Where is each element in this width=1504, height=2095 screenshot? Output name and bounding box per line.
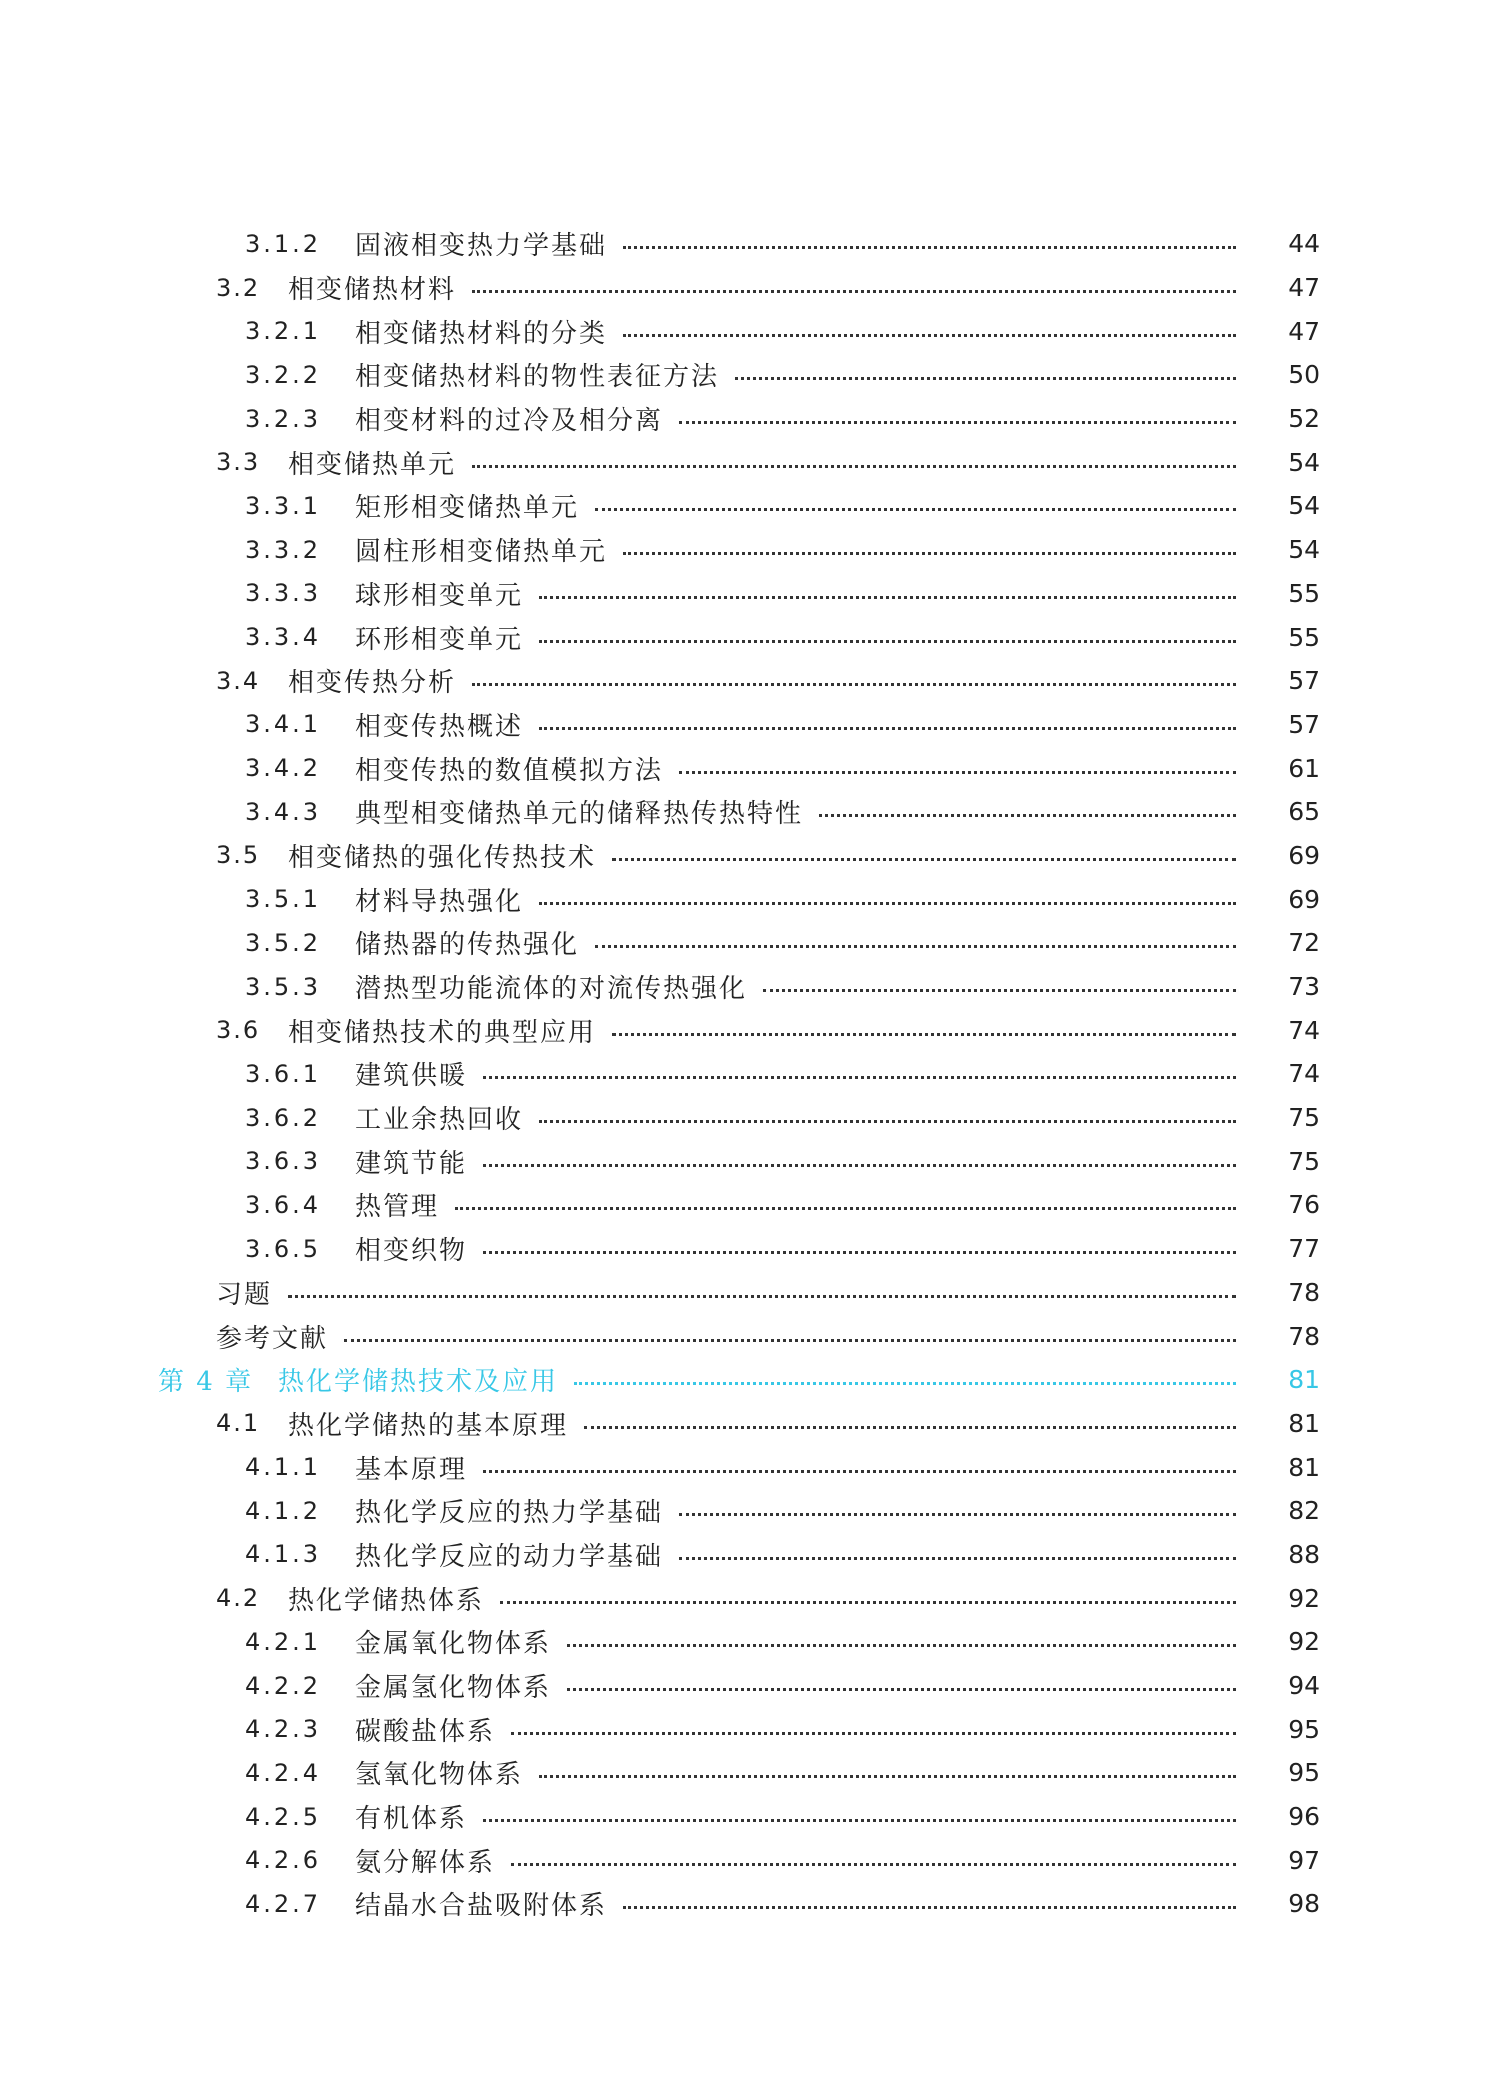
dot-leader [483, 1470, 1236, 1473]
toc-subsection-entry[interactable] [0, 1707, 1504, 1751]
toc-entry-page-number: 82 [1288, 1496, 1320, 1526]
toc-entry-number: 3.3.1 [245, 491, 322, 520]
toc-subsection-entry[interactable] [0, 615, 1504, 659]
toc-entry-number: 4.2.1 [245, 1627, 322, 1656]
dot-leader [679, 1513, 1236, 1516]
toc-entry-number: 3.3.3 [245, 579, 322, 608]
dot-leader [539, 1120, 1236, 1123]
toc-entry-page-number: 74 [1288, 1015, 1320, 1045]
toc-subsection-entry[interactable] [0, 572, 1504, 616]
toc-subsection-entry[interactable] [0, 1489, 1504, 1533]
dot-leader [500, 1601, 1236, 1604]
dot-leader [539, 640, 1236, 643]
dot-leader [539, 1775, 1236, 1778]
toc-entry-page-number: 55 [1288, 578, 1320, 608]
toc-entry-number: 3.6.2 [245, 1103, 322, 1132]
toc-entry-title: 典型相变储热单元的储释热传热特性 [355, 799, 804, 830]
toc-subsection-entry[interactable] [0, 877, 1504, 921]
toc-entry-number: 4.1 [216, 1409, 261, 1438]
dot-leader [679, 1557, 1236, 1560]
toc-chapter-entry[interactable] [0, 1358, 1504, 1402]
toc-entry-page-number: 57 [1288, 709, 1320, 739]
toc-entry-page-number: 54 [1288, 447, 1320, 477]
toc-entry-number: 3.2 [216, 273, 261, 302]
toc-entry-title: 固液相变热力学基础 [355, 231, 608, 262]
toc-entry-page-number: 69 [1288, 840, 1320, 870]
toc-subsection-entry[interactable] [0, 1183, 1504, 1227]
toc-entry-number: 3.5.1 [245, 885, 322, 914]
dot-leader [819, 814, 1236, 817]
toc-subsection-entry[interactable] [0, 1052, 1504, 1096]
toc-subsection-entry[interactable] [0, 1227, 1504, 1271]
toc-entry-title: 热化学反应的热力学基础 [355, 1498, 664, 1529]
toc-entry-title: 热管理 [355, 1192, 440, 1223]
toc-entry-page-number: 50 [1288, 360, 1320, 390]
toc-entry-title: 相变储热材料的分类 [355, 318, 608, 349]
dot-leader [623, 334, 1236, 337]
dot-leader [483, 1251, 1236, 1254]
toc-subsection-entry[interactable] [0, 1445, 1504, 1489]
toc-entry-title: 建筑节能 [355, 1148, 468, 1179]
toc-entry-number: 3.5 [216, 841, 261, 870]
toc-entry-title: 相变材料的过冷及相分离 [355, 406, 664, 437]
toc-entry-title: 相变传热的数值模拟方法 [355, 755, 664, 786]
toc-entry-number: 3.2.2 [245, 360, 322, 389]
toc-entry-page-number: 95 [1288, 1714, 1320, 1744]
toc-entry-title: 球形相变单元 [355, 580, 524, 611]
toc-entry-title: 热化学储热技术及应用 [278, 1367, 559, 1398]
toc-entry-page-number: 55 [1288, 622, 1320, 652]
toc-entry-page-number: 88 [1288, 1539, 1320, 1569]
toc-subsection-entry[interactable] [0, 1838, 1504, 1882]
toc-entry-page-number: 95 [1288, 1758, 1320, 1788]
toc-subsection-entry[interactable] [0, 528, 1504, 572]
toc-entry-number: 3.4.1 [245, 710, 322, 739]
toc-section-entry[interactable] [0, 834, 1504, 878]
toc-entry-number: 4.2.6 [245, 1846, 322, 1875]
toc-entry-title: 热化学储热体系 [288, 1585, 485, 1616]
dot-leader [623, 552, 1236, 555]
toc-section-entry[interactable] [0, 659, 1504, 703]
toc-entry-title: 材料导热强化 [355, 886, 524, 917]
dot-leader [595, 508, 1236, 511]
toc-entry-page-number: 54 [1288, 491, 1320, 521]
toc-entry-title: 金属氧化物体系 [355, 1629, 552, 1660]
toc-entry-page-number: 92 [1288, 1627, 1320, 1657]
toc-section-entry[interactable] [0, 1008, 1504, 1052]
toc-entry-title: 金属氢化物体系 [355, 1673, 552, 1704]
toc-entry-title: 圆柱形相变储热单元 [355, 537, 608, 568]
toc-entry-number: 4.2.5 [245, 1802, 322, 1831]
toc-entry-title: 氢氧化物体系 [355, 1760, 524, 1791]
toc-entry-title: 氨分解体系 [355, 1847, 496, 1878]
toc-entry-number: 4.1.3 [245, 1540, 322, 1569]
toc-entry-number: 3.5.2 [245, 928, 322, 957]
toc-subsection-entry[interactable] [0, 353, 1504, 397]
toc-subsection-entry[interactable] [0, 1751, 1504, 1795]
toc-entry-title: 潜热型功能流体的对流传热强化 [355, 974, 748, 1005]
toc-entry-title: 相变织物 [355, 1236, 468, 1267]
toc-entry-number: 3.6.3 [245, 1147, 322, 1176]
toc-entry-page-number: 44 [1288, 229, 1320, 259]
toc-entry-page-number: 76 [1288, 1190, 1320, 1220]
dot-leader [623, 1906, 1236, 1909]
dot-leader [511, 1732, 1236, 1735]
toc-subsection-entry[interactable] [0, 1139, 1504, 1183]
toc-entry-title: 碳酸盐体系 [355, 1716, 496, 1747]
toc-entry-title: 相变储热材料 [288, 275, 457, 306]
toc-entry-page-number: 72 [1288, 928, 1320, 958]
dot-leader [735, 377, 1236, 380]
toc-entry-title: 相变传热概述 [355, 711, 524, 742]
toc-entry-title: 热化学储热的基本原理 [288, 1410, 569, 1441]
toc-entry-number: 4.2 [216, 1584, 261, 1613]
dot-leader [679, 421, 1236, 424]
toc-entry-number: 4.2.7 [245, 1889, 322, 1918]
toc-entry-title: 矩形相变储热单元 [355, 493, 580, 524]
dot-leader [483, 1164, 1236, 1167]
table-of-contents [0, 222, 1504, 1926]
toc-subsection-entry[interactable] [0, 921, 1504, 965]
toc-entry-page-number: 78 [1288, 1321, 1320, 1351]
dot-leader [455, 1207, 1236, 1210]
toc-entry-title: 热化学反应的动力学基础 [355, 1541, 664, 1572]
toc-subsection-entry[interactable] [0, 309, 1504, 353]
toc-subsection-entry[interactable] [0, 222, 1504, 266]
toc-entry-title: 相变储热材料的物性表征方法 [355, 362, 720, 393]
dot-leader [539, 902, 1236, 905]
toc-entry-number: 第 4 章 [158, 1367, 254, 1398]
dot-leader [612, 858, 1236, 861]
toc-subsection-entry[interactable] [0, 746, 1504, 790]
toc-entry-title: 储热器的传热强化 [355, 930, 580, 961]
toc-entry-title: 工业余热回收 [355, 1105, 524, 1136]
toc-section-entry[interactable] [0, 1402, 1504, 1446]
toc-entry-number: 3.3.4 [245, 623, 322, 652]
toc-subsection-entry[interactable] [0, 703, 1504, 747]
toc-entry-number: 3.3 [216, 448, 261, 477]
toc-entry-page-number: 57 [1288, 666, 1320, 696]
toc-entry-page-number: 69 [1288, 884, 1320, 914]
toc-entry-title: 结晶水合盐吸附体系 [355, 1891, 608, 1922]
toc-entry-number: 4.1.2 [245, 1496, 322, 1525]
toc-entry-page-number: 81 [1288, 1452, 1320, 1482]
toc-entry-page-number: 54 [1288, 535, 1320, 565]
dot-leader [511, 1863, 1236, 1866]
dot-leader [288, 1295, 1236, 1298]
dot-leader [483, 1076, 1236, 1079]
dot-leader [472, 683, 1236, 686]
toc-entry-title: 参考文献 [216, 1323, 329, 1354]
toc-subsection-entry[interactable] [0, 965, 1504, 1009]
dot-leader [763, 989, 1236, 992]
toc-entry-number: 3.6.5 [245, 1234, 322, 1263]
toc-entry-number: 3.2.1 [245, 317, 322, 346]
toc-entry-title: 习题 [216, 1279, 273, 1310]
toc-entry-page-number: 52 [1288, 404, 1320, 434]
toc-entry-page-number: 61 [1288, 753, 1320, 783]
toc-entry-page-number: 47 [1288, 316, 1320, 346]
toc-misc-entry[interactable] [0, 1271, 1504, 1315]
toc-subsection-entry[interactable] [0, 1664, 1504, 1708]
toc-entry-number: 4.2.2 [245, 1671, 322, 1700]
toc-subsection-entry[interactable] [0, 790, 1504, 834]
toc-entry-title: 相变储热单元 [288, 449, 457, 480]
toc-entry-number: 3.6 [216, 1016, 261, 1045]
toc-entry-page-number: 97 [1288, 1845, 1320, 1875]
toc-subsection-entry[interactable] [0, 1620, 1504, 1664]
toc-entry-page-number: 94 [1288, 1671, 1320, 1701]
toc-entry-title: 环形相变单元 [355, 624, 524, 655]
dot-leader [483, 1819, 1236, 1822]
dot-leader [472, 465, 1236, 468]
toc-entry-number: 4.1.1 [245, 1453, 322, 1482]
toc-entry-page-number: 74 [1288, 1059, 1320, 1089]
dot-leader [612, 1033, 1236, 1036]
toc-entry-title: 相变储热技术的典型应用 [288, 1017, 597, 1048]
toc-subsection-entry[interactable] [0, 484, 1504, 528]
dot-leader [584, 1426, 1236, 1429]
toc-misc-entry[interactable] [0, 1314, 1504, 1358]
dot-leader [679, 771, 1236, 774]
toc-entry-page-number: 47 [1288, 273, 1320, 303]
dot-leader [574, 1382, 1236, 1385]
toc-entry-title: 基本原理 [355, 1454, 468, 1485]
toc-entry-number: 4.2.3 [245, 1715, 322, 1744]
toc-entry-page-number: 98 [1288, 1889, 1320, 1919]
toc-entry-number: 3.1.2 [245, 229, 322, 258]
toc-entry-page-number: 65 [1288, 797, 1320, 827]
toc-entry-number: 3.6.1 [245, 1059, 322, 1088]
dot-leader [567, 1644, 1236, 1647]
toc-entry-page-number: 96 [1288, 1802, 1320, 1832]
toc-section-entry[interactable] [0, 1576, 1504, 1620]
toc-subsection-entry[interactable] [0, 1096, 1504, 1140]
toc-entry-number: 4.2.4 [245, 1758, 322, 1787]
toc-entry-title: 相变储热的强化传热技术 [288, 842, 597, 873]
toc-entry-number: 3.6.4 [245, 1190, 322, 1219]
dot-leader [567, 1688, 1236, 1691]
toc-entry-page-number: 75 [1288, 1103, 1320, 1133]
dot-leader [595, 945, 1236, 948]
toc-entry-page-number: 78 [1288, 1277, 1320, 1307]
dot-leader [623, 246, 1236, 249]
toc-entry-number: 3.4.2 [245, 754, 322, 783]
toc-entry-title: 相变传热分析 [288, 668, 457, 699]
dot-leader [539, 596, 1236, 599]
toc-subsection-entry[interactable] [0, 397, 1504, 441]
toc-entry-number: 3.4 [216, 666, 261, 695]
toc-entry-number: 3.3.2 [245, 535, 322, 564]
toc-entry-number: 3.4.3 [245, 797, 322, 826]
toc-subsection-entry[interactable] [0, 1882, 1504, 1926]
toc-entry-page-number: 75 [1288, 1146, 1320, 1176]
toc-entry-page-number: 77 [1288, 1234, 1320, 1264]
toc-entry-page-number: 81 [1288, 1365, 1320, 1395]
dot-leader [539, 727, 1236, 730]
toc-entry-title: 建筑供暖 [355, 1061, 468, 1092]
toc-entry-number: 3.5.3 [245, 972, 322, 1001]
toc-subsection-entry[interactable] [0, 1795, 1504, 1839]
toc-entry-page-number: 81 [1288, 1408, 1320, 1438]
toc-entry-number: 3.2.3 [245, 404, 322, 433]
toc-entry-page-number: 73 [1288, 972, 1320, 1002]
toc-entry-page-number: 92 [1288, 1583, 1320, 1613]
toc-section-entry[interactable] [0, 440, 1504, 484]
toc-entry-title: 有机体系 [355, 1804, 468, 1835]
dot-leader [472, 290, 1236, 293]
dot-leader [344, 1339, 1236, 1342]
toc-section-entry[interactable] [0, 266, 1504, 310]
toc-subsection-entry[interactable] [0, 1533, 1504, 1577]
